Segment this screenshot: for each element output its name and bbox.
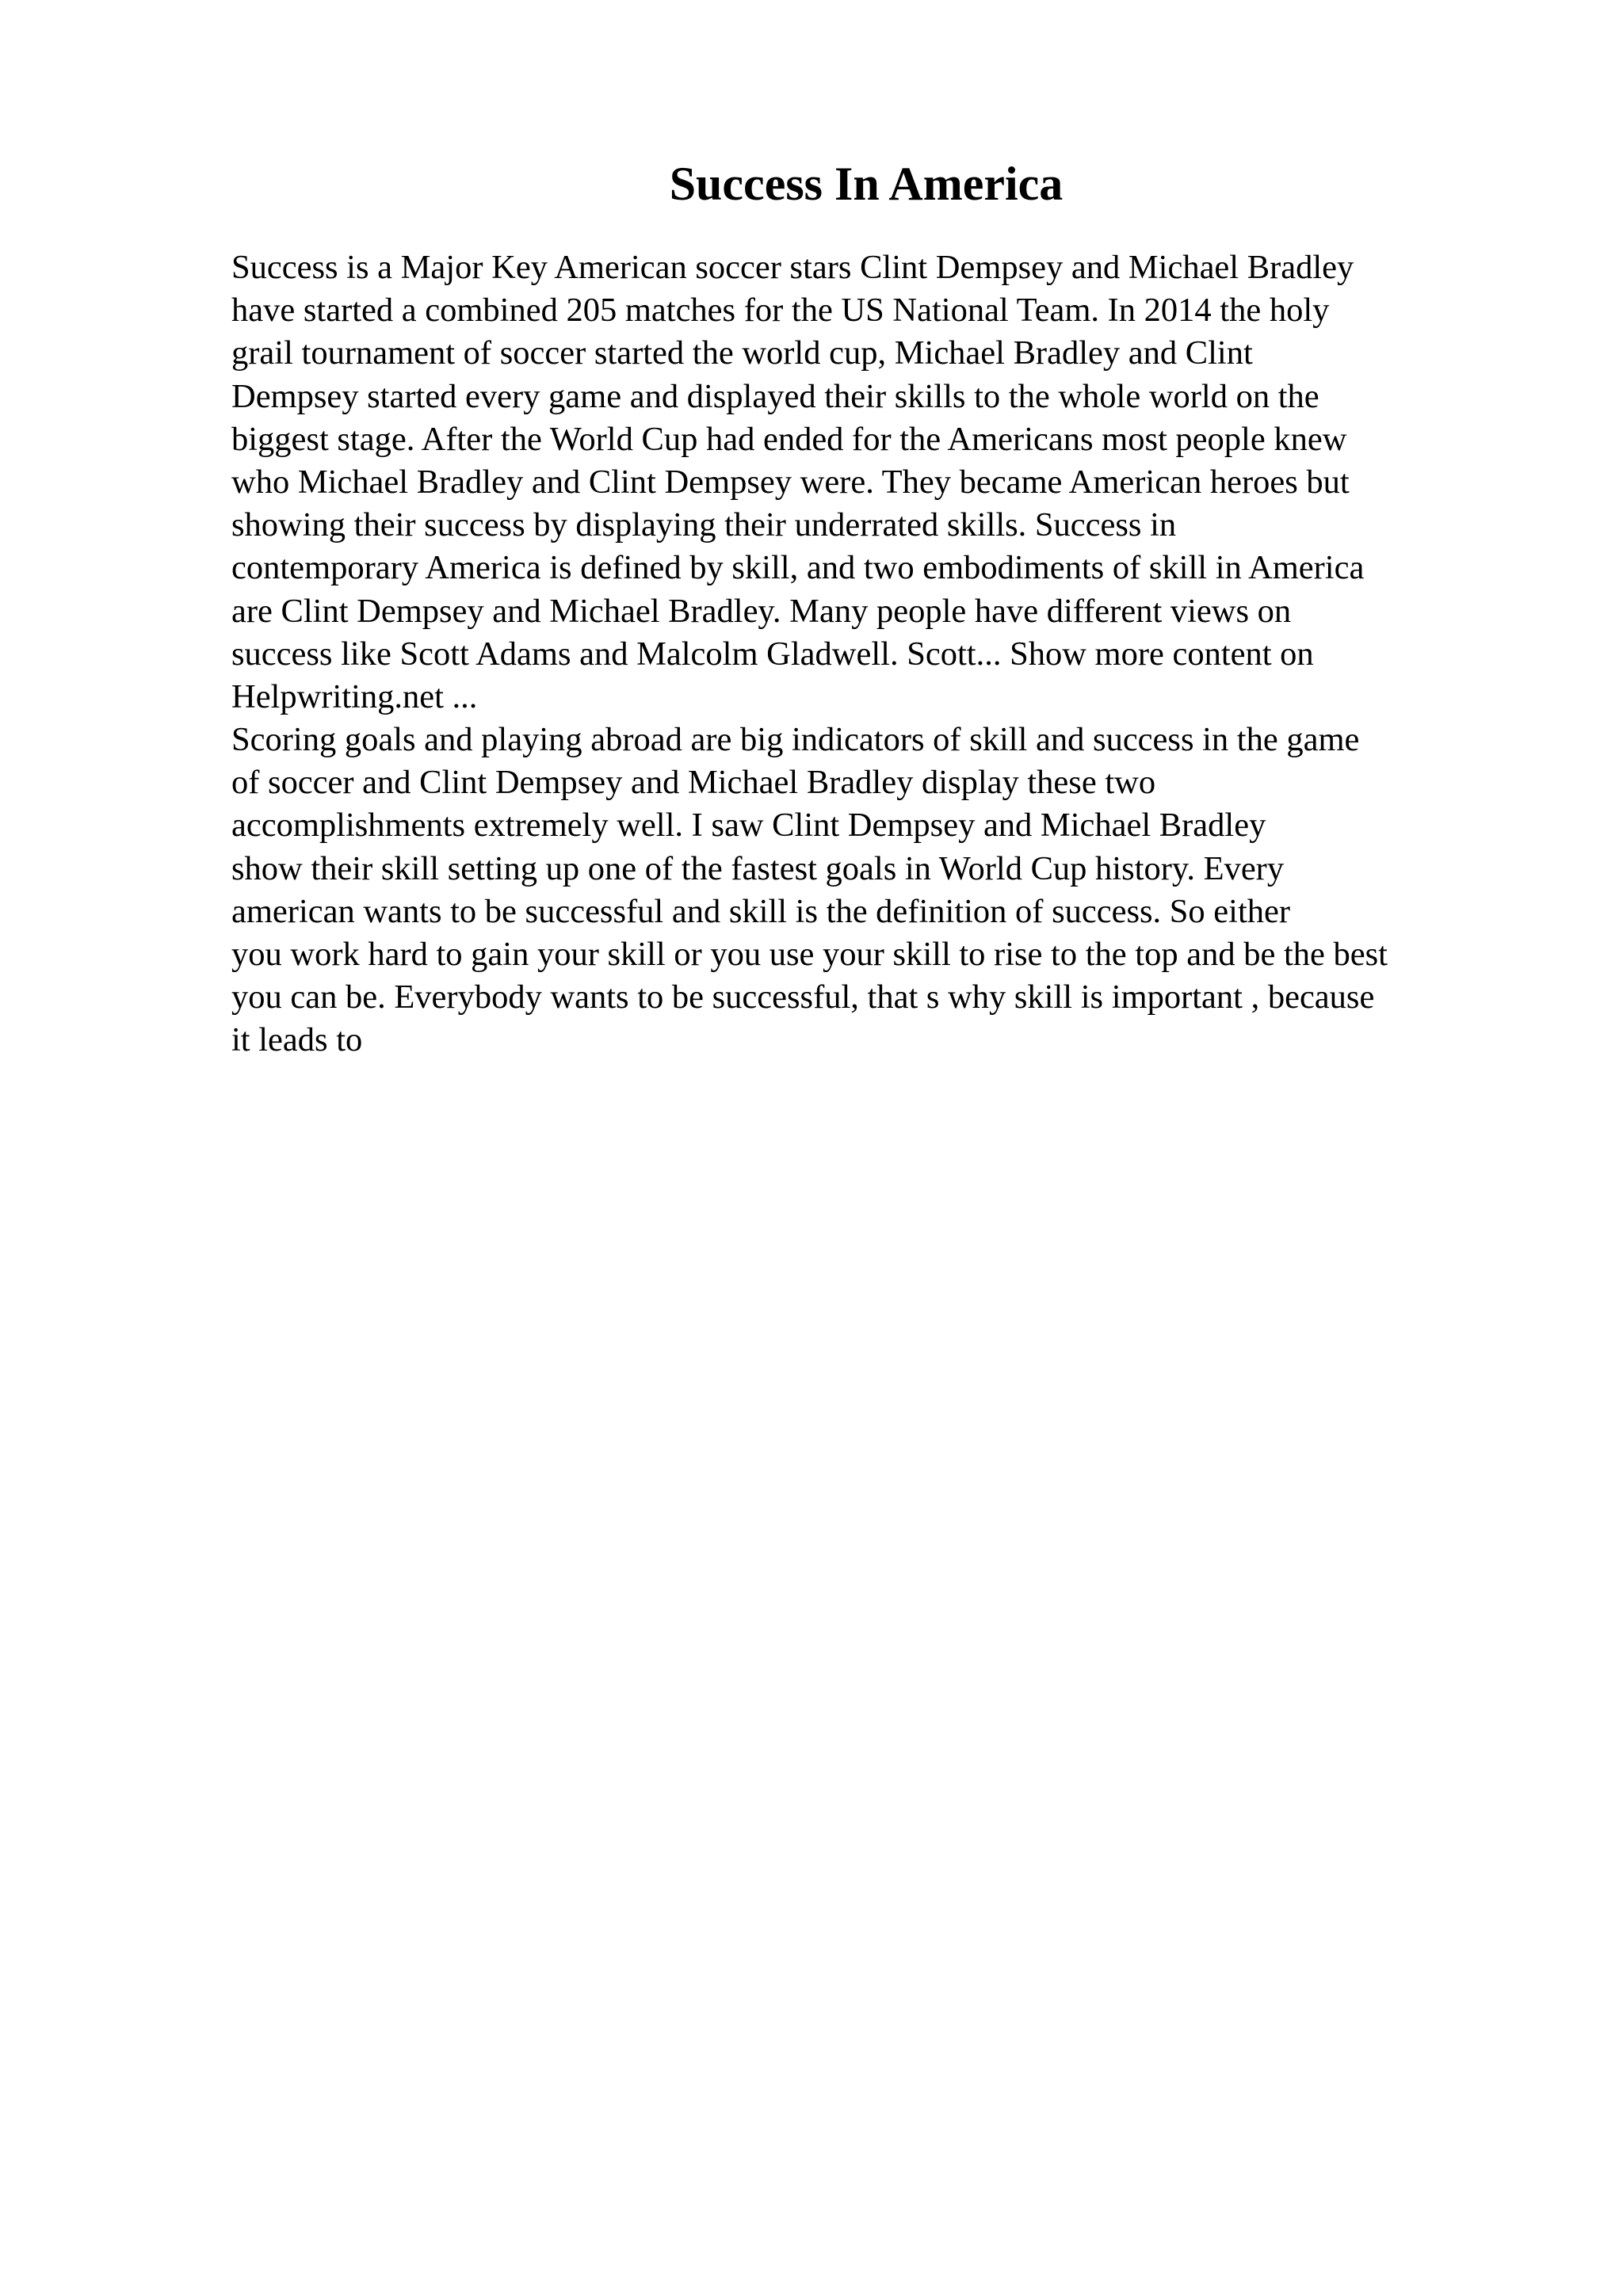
text-line: success like Scott Adams and Malcolm Gladwell. Scott... Show more content on bbox=[231, 635, 1314, 673]
text-line: you work hard to gain your skill or you use your skill to rise to the top and be the best bbox=[231, 936, 1388, 973]
text-line: accomplishments extremely well. I saw Clint Dempsey and Michael Bradley bbox=[231, 807, 1266, 845]
text-line: of soccer and Clint Dempsey and Michael Bradley display these two bbox=[231, 764, 1156, 802]
text-line: show their skill setting up one of the fastest goals in World Cup history. Every bbox=[231, 849, 1285, 887]
text-line: biggest stage. After the World Cup had ended for the Americans most people knew bbox=[231, 420, 1347, 458]
text-line: are Clint Dempsey and Michael Bradley. Many people have different views on bbox=[231, 592, 1292, 630]
text-line: Dempsey started every game and displayed their skills to the whole world on the bbox=[231, 377, 1319, 415]
text-line: it leads to bbox=[231, 1021, 363, 1059]
text-line: showing their success by displaying their underrated skills. Success in bbox=[231, 506, 1177, 544]
text-line: american wants to be successful and skill is the definition of success. So either bbox=[231, 892, 1291, 930]
text-line: have started a combined 205 matches for the US National Team. In 2014 the holy bbox=[231, 292, 1330, 330]
document-title: Success In America bbox=[669, 158, 1064, 210]
text-line: Helpwriting.net ... bbox=[231, 677, 478, 715]
text-line: who Michael Bradley and Clint Dempsey were. They became American heroes but bbox=[231, 463, 1350, 501]
text-line: Scoring goals and playing abroad are big indicators of skill and success in the game bbox=[231, 721, 1360, 759]
document-body bbox=[231, 246, 1547, 1062]
text-line: you can be. Everybody wants to be successful, that s why skill is important , because bbox=[231, 978, 1375, 1016]
text-line: grail tournament of soccer started the world cup, Michael Bradley and Clint bbox=[231, 334, 1253, 372]
text-line: contemporary America is defined by skill, and two embodiments of skill in America bbox=[231, 549, 1365, 587]
text-line: Success is a Major Key American soccer stars Clint Dempsey and Michael Bradley bbox=[231, 249, 1354, 286]
